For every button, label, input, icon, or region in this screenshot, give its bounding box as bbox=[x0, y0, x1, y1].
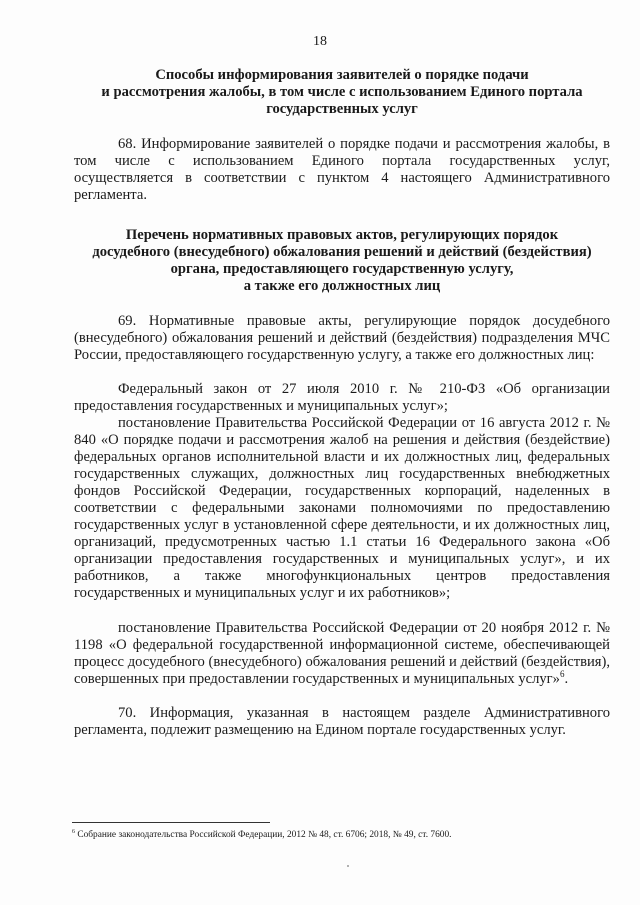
footnote-reference[interactable]: 6 bbox=[559, 669, 565, 680]
federal-law-item: Федеральный закон от 27 июля 2010 г. № 210-ФЗ «Об организации предоставления государственных и муниципальных услуг»; bbox=[74, 381, 610, 414]
heading-line: Перечень нормативных правовых актов, регулирующих порядок bbox=[125, 227, 559, 243]
footnote-text: Собрание законодательства Российской Федерации, 2012 № 48, ст. 6706; 2018, № 49, ст. 7600. bbox=[75, 830, 452, 840]
paragraph-70: 70. Информация, указанная в настоящем разделе Административного регламента, подлежит размещению на Едином портале государственных услуг. bbox=[74, 705, 610, 738]
footnote-divider bbox=[72, 822, 270, 823]
heading-line: досудебного (внесудебного) обжалования решений и действий (бездействия) bbox=[92, 244, 592, 260]
resolution-1198-text: постановление Правительства Российской Федерации от 20 ноября 2012 г. № 1198 «О федеральной государственной информационной системе, обеспечивающей процесс досудебного (внесудебного) обжалования решений и действий (бездействия), совершенных при предоставлении государственных и муниципальных услуг» bbox=[74, 620, 610, 687]
footnote bbox=[72, 829, 612, 841]
scan-speck bbox=[347, 865, 349, 867]
resolution-1198-end: . bbox=[564, 671, 569, 687]
footnote-marker: 6 bbox=[72, 828, 75, 835]
heading-line: и рассмотрения жалобы, в том числе с использованием Единого портала bbox=[101, 84, 583, 100]
section-heading-legal-acts bbox=[72, 227, 612, 295]
heading-line: Способы информирования заявителей о порядке подачи bbox=[155, 67, 529, 83]
heading-line: а также его должностных лиц bbox=[243, 278, 441, 294]
page-number: 18 bbox=[313, 34, 327, 49]
paragraph-68: 68. Информирование заявителей о порядке подачи и рассмотрения жалобы, в том числе с использованием Единого портала государственных услуг, осуществляется в соответствии с пунктом 4 настоящего Административного регламента. bbox=[74, 136, 610, 203]
heading-line: органа, предоставляющего государственную услугу, bbox=[170, 261, 514, 277]
paragraph-69: 69. Нормативные правовые акты, регулирующие порядок досудебного (внесудебного) обжалования решений и действий (бездействия) подразделения МЧС России, предоставляющего государственную услугу, а также его должностных лиц: bbox=[74, 313, 610, 363]
section-heading-informing bbox=[72, 67, 612, 118]
resolution-1198-item bbox=[74, 620, 610, 688]
resolution-840-item: постановление Правительства Российской Федерации от 16 августа 2012 г. № 840 «О порядке подачи и рассмотрения жалоб на решения и действия (бездействие) федеральных органов исполнительной власти и их должностных лиц, федеральных государственных служащих, должностных лиц государственных внебюджетных фондов Российской Федерации, государственных корпораций, наделенных в соответствии с федеральными законами полномочиями по предоставлению государственных услуг в установленной сфере деятельности, и их должностных лиц, организаций, предусмотренных частью 1.1 статьи 16 Федерального закона «Об организации предоставления государственных и муниципальных услуг», и их работников, а также многофункциональных центров предоставления государственных и муниципальных услуг и их работников»; bbox=[74, 415, 610, 601]
heading-line: государственных услуг bbox=[266, 101, 418, 117]
